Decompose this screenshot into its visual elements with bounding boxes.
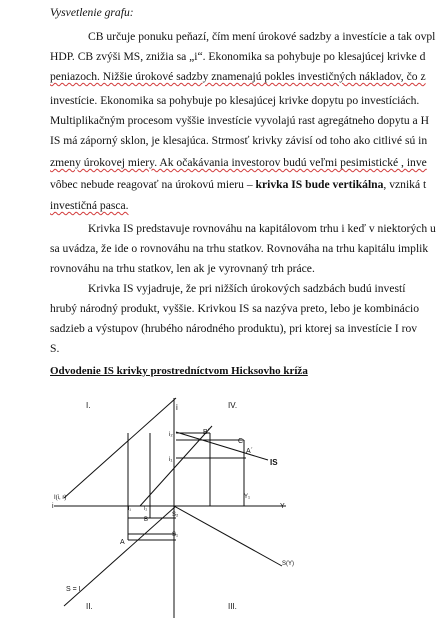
label-c: C (238, 438, 244, 445)
label-investment-curve: I(i, r) (54, 495, 67, 501)
label-i1-bottom: I₁ (128, 506, 132, 512)
label-i1: i₁ (169, 457, 173, 463)
p1-last-c: , vzniká t (383, 178, 427, 191)
label-a: A (120, 539, 125, 546)
upper-line (140, 426, 212, 506)
label-s1: S₁ (172, 532, 179, 538)
label-q3: III. (228, 602, 237, 611)
paragraph2-line-1: Krivka IS predstavuje rovnováhu na kapitálovom trhu i keď v niektorých u (88, 222, 436, 235)
p1-last-b: krivka IS bude vertikálna (255, 178, 384, 191)
label-q2: II. (86, 602, 93, 611)
paragraph1-line-9: investičná pasca. (50, 199, 129, 212)
paragraph1-line-1: CB určuje ponuku peňazí, čím mení úrokové sadzby a investície a tak ovpl (88, 30, 436, 43)
label-b-low: B (144, 517, 149, 523)
paragraph3-line-2: hrubý národný produkt, vyššie. Krivkou IS sa nazýva preto, lebo je kombinácio (50, 302, 419, 315)
label-i2-bottom: I₂ (144, 506, 148, 512)
paragraph2-line-2: sa uvádza, že ide o rovnováhu na trhu statkov. Rovnováha na trhu kapitálu implik (50, 242, 429, 255)
paragraph1-line-6: IS má záporný sklon, je klesajúca. Strmosť krivky závisí od toho ako citlivé sú in (50, 134, 428, 147)
investment-curve (64, 398, 176, 498)
paragraph1-line-7: zmeny úrokovej miery. Ak očakávania investorov budú veľmi pesimistické , inve (50, 156, 427, 169)
label-i2: i₂ (169, 432, 173, 438)
is-curve (176, 432, 268, 460)
label-axis-i: i (176, 403, 178, 412)
label-is: IS (270, 458, 278, 467)
paragraph3-line-4: S. (50, 342, 60, 355)
paragraph3-line-1: Krivka IS vyjadruje, že pri nižších úrokových sadzbách budú investí (88, 282, 406, 295)
s-of-y-curve (174, 506, 282, 566)
paragraph1-line-2: HDP. CB zvýši MS, znižia sa „i“. Ekonomika sa pohybuje po klesajúcej krivke d (50, 50, 426, 63)
p1-last-a: vôbec nebude reagovať na úrokovú mieru – (50, 178, 256, 191)
label-q4: IV. (228, 401, 238, 410)
paragraph3-line-3: sadzieb a výstupov (hrubého národného produktu), pri ktorej sa investície I rov (50, 322, 418, 335)
label-axis-i-left: i (52, 503, 54, 510)
paragraph2-line-3: rovnováhu na trhu statkov, len ak je vyrovnaný trh práce. (50, 262, 315, 275)
section-title: Odvodenie IS krivky prostredníctvom Hicksovho kríža (50, 365, 308, 377)
label-s2: S₂ (172, 512, 179, 518)
paragraph1-line-3: peniazoch. Nižšie úrokové sadzby znamenajú pokles investičných nákladov, čo z (50, 70, 426, 83)
s-equals-i-line (64, 506, 179, 606)
paragraph1-line-5: Multiplikačným procesom vyššie investície vyvolajú rast agregátneho dopytu a H (50, 114, 429, 127)
label-s-of-y: S(Y) (282, 561, 294, 567)
label-b-prime: B´ (203, 429, 210, 436)
label-q1: I. (86, 401, 91, 410)
label-axis-y: Y (280, 503, 285, 510)
paragraph1-line-4: investície. Ekonomika sa pohybuje po klesajúcej krivke dopytu po investíciách. (50, 94, 420, 107)
label-a-prime: A´ (246, 448, 253, 455)
label-s-equals-i: S = I (66, 586, 81, 593)
heading: Vysvetlenie grafu: (50, 6, 134, 19)
label-y1: Y₁ (244, 494, 251, 500)
